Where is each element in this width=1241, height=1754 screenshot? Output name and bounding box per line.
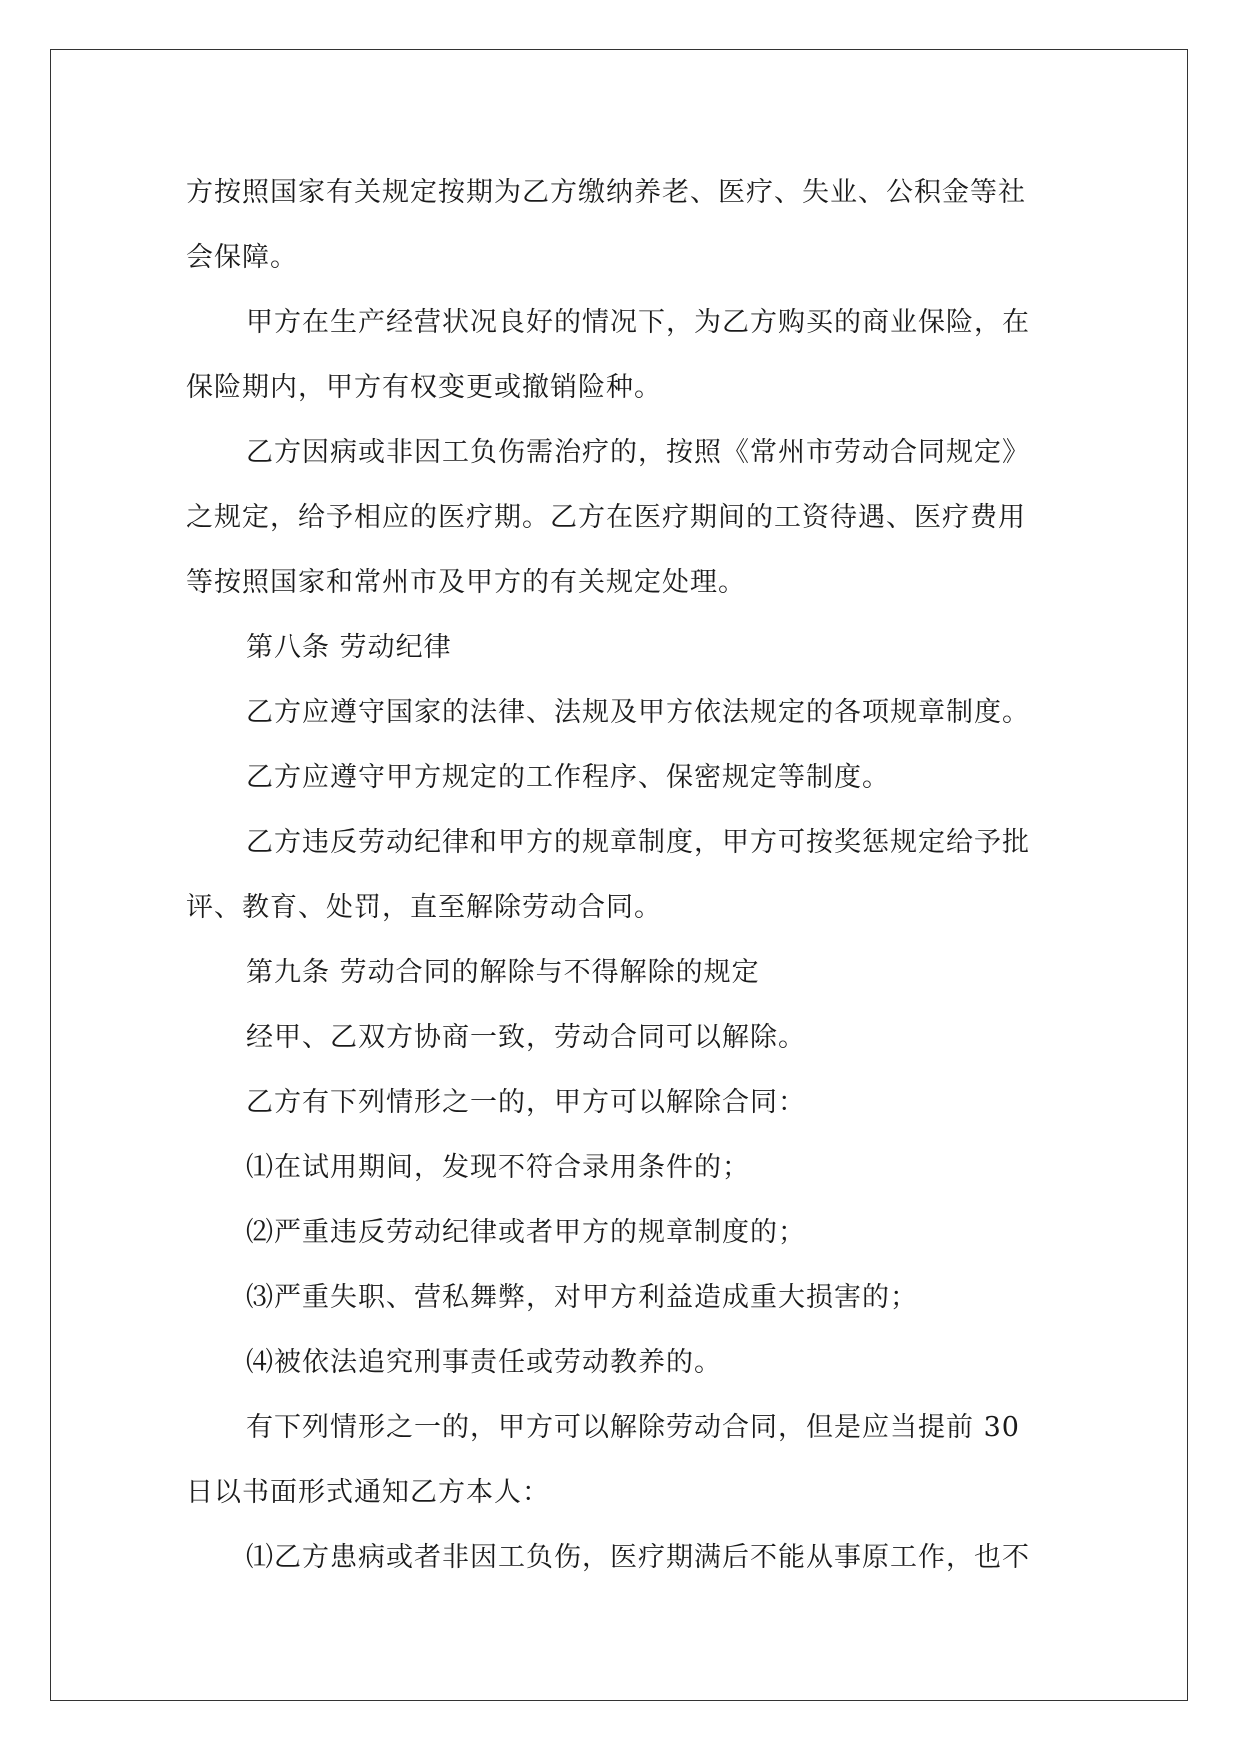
- text-line: 等按照国家和常州市及甲方的有关规定处理。: [186, 567, 746, 598]
- text-line: 乙方应遵守国家的法律、法规及甲方依法规定的各项规章制度。: [246, 697, 1030, 728]
- text-line: ⑴在试用期间，发现不符合录用条件的；: [246, 1152, 750, 1183]
- text-line: 评、教育、处罚，直至解除劳动合同。: [186, 892, 662, 923]
- text-line: 第八条 劳动纪律: [246, 632, 452, 663]
- text-line: 第九条 劳动合同的解除与不得解除的规定: [246, 957, 760, 988]
- text-line: 之规定，给予相应的医疗期。乙方在医疗期间的工资待遇、医疗费用: [186, 502, 1026, 533]
- text-line: 方按照国家有关规定按期为乙方缴纳养老、医疗、失业、公积金等社: [186, 177, 1026, 208]
- text-line: ⑴乙方患病或者非因工负伤，医疗期满后不能从事原工作，也不: [246, 1542, 1030, 1573]
- text-line: 甲方在生产经营状况良好的情况下，为乙方购买的商业保险，在: [246, 307, 1030, 338]
- text-line: ⑵严重违反劳动纪律或者甲方的规章制度的；: [246, 1217, 806, 1248]
- text-line: 会保障。: [186, 242, 298, 273]
- text-line: 乙方应遵守甲方规定的工作程序、保密规定等制度。: [246, 762, 890, 793]
- text-line: ⑶严重失职、营私舞弊，对甲方利益造成重大损害的；: [246, 1282, 918, 1313]
- text-line: 日以书面形式通知乙方本人：: [186, 1477, 550, 1508]
- text-line: 有下列情形之一的，甲方可以解除劳动合同，但是应当提前 30: [246, 1412, 1020, 1443]
- text-line: 保险期内，甲方有权变更或撤销险种。: [186, 372, 662, 403]
- text-line: 乙方违反劳动纪律和甲方的规章制度，甲方可按奖惩规定给予批: [246, 827, 1030, 858]
- document-body: [186, 160, 1066, 1590]
- text-line: ⑷被依法追究刑事责任或劳动教养的。: [246, 1347, 722, 1378]
- text-line: 乙方因病或非因工负伤需治疗的，按照《常州市劳动合同规定》: [246, 437, 1030, 468]
- text-line: 乙方有下列情形之一的，甲方可以解除合同：: [246, 1087, 806, 1118]
- text-line: 经甲、乙双方协商一致，劳动合同可以解除。: [246, 1022, 806, 1053]
